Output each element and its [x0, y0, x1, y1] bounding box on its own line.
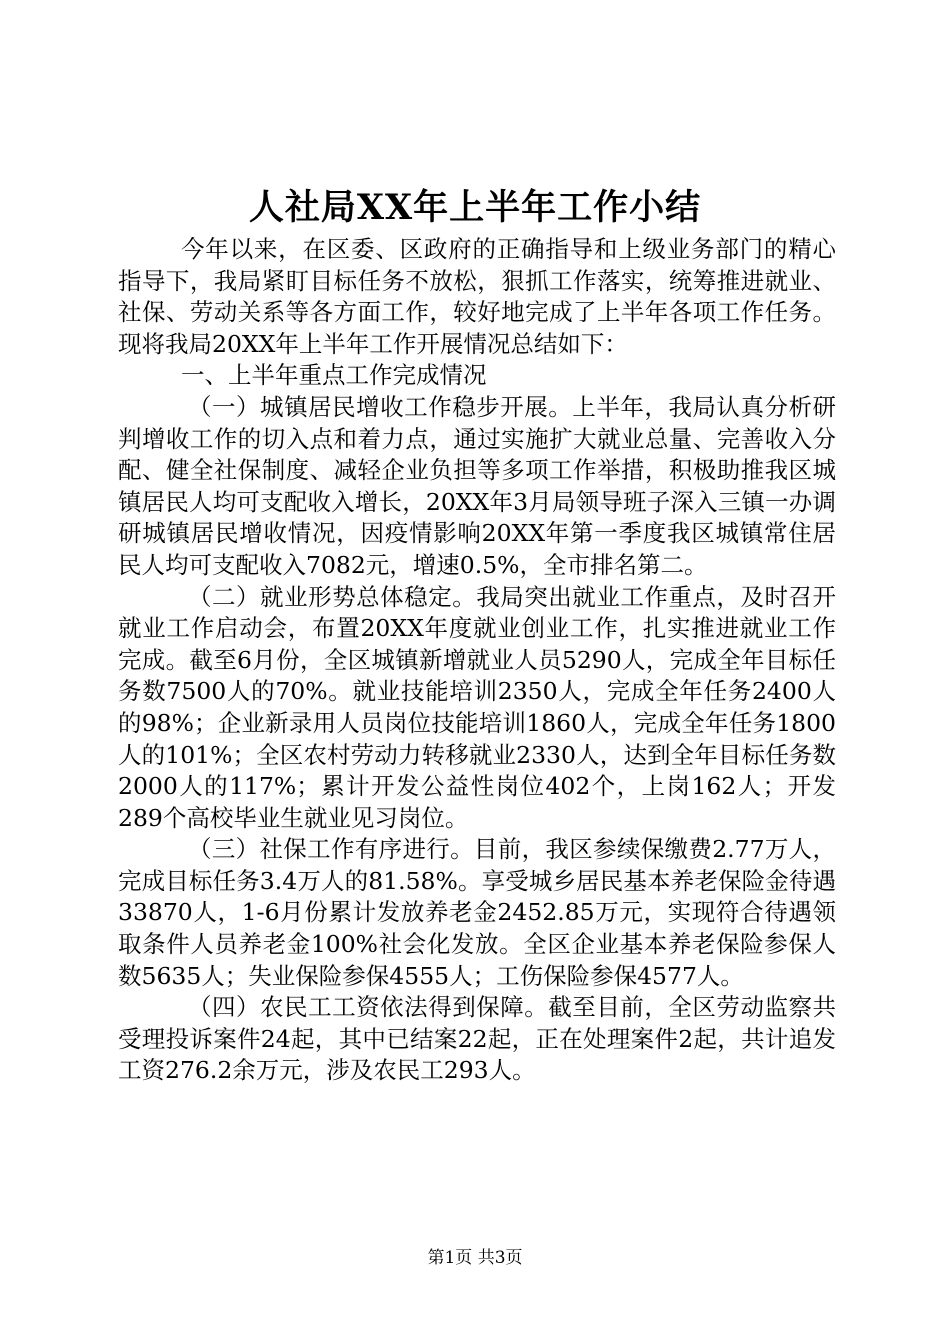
section-heading: 一、上半年重点工作完成情况: [181, 361, 487, 390]
page-indicator: 第1页 共3页: [427, 1248, 523, 1268]
item-paragraph-2: （二）就业形势总体稳定。我局突出就业工作重点，及时召开就业工作启动会，布置20XX年度就业创业工作，扎实推进就业工作完成。截至6月份，全区城镇新增就业人员5290人，完成全年目标任务数7500人的70%。就业技能培训2350人，完成全年任务2400人的98%；企业新录用人员岗位技能培训1860人，完成全年任务1800人的101%；全区农村劳动力转移就业2330人，达到全年目标任务数2000人的117%；累计开发公益性岗位402个，上岗162人；开发289个高校毕业生就业见习岗位。: [118, 582, 836, 832]
item-paragraph-3: （三）社保工作有序进行。目前，我区参续保缴费2.77万人，完成目标任务3.4万人的81.58%。享受城乡居民基本养老保险金待遇33870人，1-6月份累计发放养老金2452.85万元，实现符合待遇领取条件人员养老金100%社会化发放。全区企业基本养老保险参保人数5635人；失业保险参保4555人；工伤保险参保4577人。: [118, 835, 836, 990]
intro-paragraph: 今年以来，在区委、区政府的正确指导和上级业务部门的精心指导下，我局紧盯目标任务不放松，狠抓工作落实，统筹推进就业、社保、劳动关系等各方面工作，较好地完成了上半年各项工作任务。现将我局20XX年上半年工作开展情况总结如下：: [118, 235, 836, 358]
document-title: 人社局XX年上半年工作小结: [248, 187, 702, 228]
document-body: [118, 234, 836, 1087]
item-paragraph-1: （一）城镇居民增收工作稳步开展。上半年，我局认真分析研判增收工作的切入点和着力点，通过实施扩大就业总量、完善收入分配、健全社保制度、减轻企业负担等多项工作举措，积极助推我区城镇居民人均可支配收入增长，20XX年3月局领导班子深入三镇一办调研城镇居民增收情况，因疫情影响20XX年第一季度我区城镇常住居民人均可支配收入7082元，增速0.5%，全市排名第二。: [118, 392, 836, 579]
item-paragraph-4: （四）农民工工资依法得到保障。截至目前，全区劳动监察共受理投诉案件24起，其中已结案22起，正在处理案件2起，共计追发工资276.2余万元，涉及农民工293人。: [118, 993, 836, 1085]
